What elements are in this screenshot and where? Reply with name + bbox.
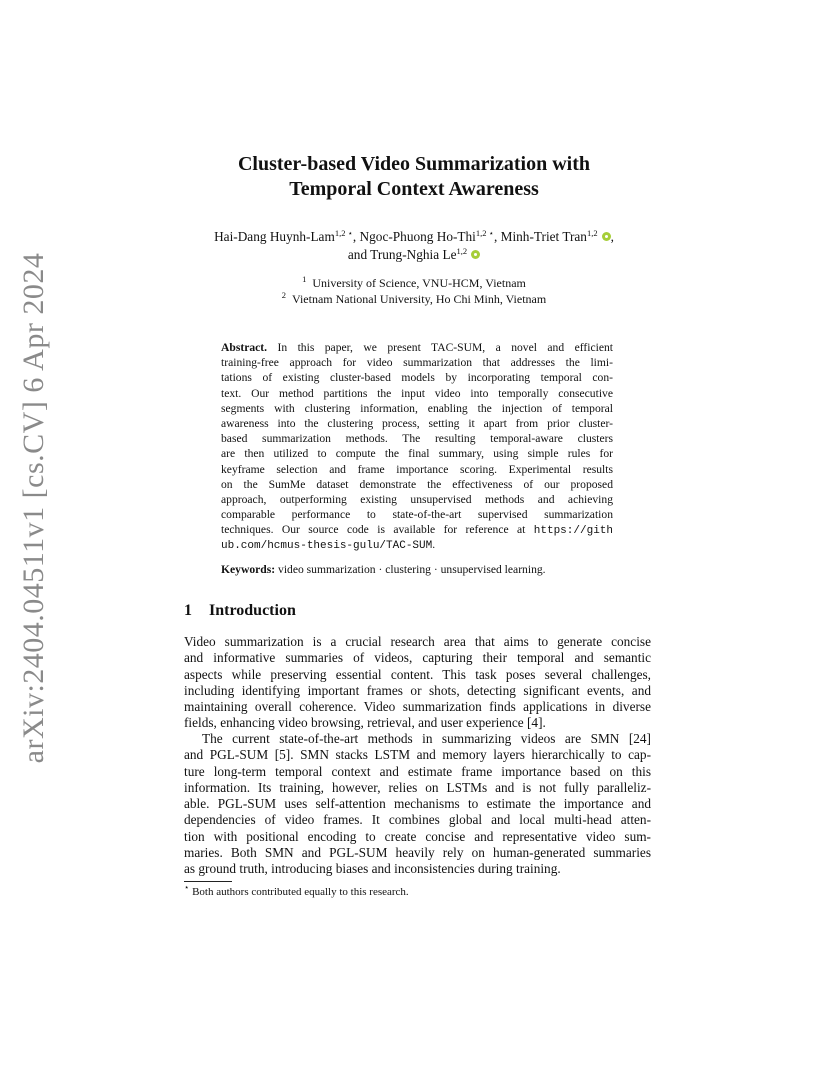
affiliation-text: University of Science, VNU-HCM, Vietnam: [312, 276, 526, 290]
orcid-icon[interactable]: [602, 232, 611, 241]
abstract-line: on the SumMe dataset demonstrate the effectiveness of our proposed: [221, 477, 613, 491]
author-affil-sup: 1,2: [334, 228, 346, 238]
footnote-text: Both authors contributed equally to this research.: [192, 886, 409, 898]
title-line-1: Cluster-based Video Summarization with: [237, 153, 591, 175]
abstract-label: Abstract.: [221, 341, 268, 354]
body-line: dependencies of video frames. It combines global and local multi-head atten-: [184, 812, 651, 828]
affiliation-2: [150, 291, 678, 307]
equal-contribution-mark: ⋆: [486, 228, 494, 238]
footnote: [184, 882, 409, 899]
author-separator: ,: [610, 229, 614, 244]
source-code-link[interactable]: https://gith: [533, 525, 613, 538]
abstract-line: approach, outperforming existing unsupervised methods and achieving: [221, 492, 613, 506]
abstract: [221, 340, 613, 553]
keywords-text: video summarization · clustering · unsupervised learning.: [278, 563, 546, 576]
author-name: Ngoc-Phuong Ho-Thi: [359, 229, 476, 244]
abstract-line: training-free approach for video summarization that addresses the limi-: [221, 356, 613, 370]
author-list: [150, 228, 678, 264]
keywords: [221, 562, 613, 577]
section-number: 1: [184, 602, 192, 619]
body-line: Video summarization is a crucial research area that aims to generate concise: [184, 634, 651, 649]
affil-sup: 2: [281, 290, 287, 300]
author-affil-sup: 1,2: [475, 228, 487, 238]
section-title: Introduction: [209, 602, 296, 619]
section-heading: [184, 601, 296, 621]
abstract-line: Abstract. In this paper, we present TAC-SUM, a novel and efficient: [221, 341, 613, 354]
body-line: and PGL-SUM [5]. SMN stacks LSTM and memory layers hierarchically to cap-: [184, 747, 651, 763]
body-line: as ground truth, introducing biases and inconsistencies during training.: [184, 861, 561, 877]
body-line: tion with positional encoding to create concise and representative video sum-: [184, 828, 651, 844]
intro-paragraph-2: [184, 731, 651, 878]
abstract-line: ub.com/hcmus-thesis-gulu/TAC-SUM.: [221, 538, 436, 553]
abstract-line: techniques. Our source code is available for reference at https://gith: [221, 523, 613, 538]
author-separator: ,: [493, 229, 501, 244]
abstract-line: awareness into the clustering process, setting it apart from prior cluster-: [221, 416, 613, 430]
equal-contribution-mark: ⋆: [345, 228, 353, 238]
body-line: The current state-of-the-art methods in summarizing videos are SMN [24]: [202, 731, 651, 746]
abstract-line: tations of existing cluster-based models by incorporating temporal con-: [221, 371, 613, 385]
body-line: and informative summaries of videos, capturing their temporal and semantic: [184, 650, 651, 666]
source-code-link-cont[interactable]: ub.com/hcmus-thesis-gulu/TAC-SUM: [221, 540, 433, 553]
body-line: including identifying important frames or shots, detecting significant events, and: [184, 682, 651, 698]
affiliations: [150, 275, 678, 307]
keywords-label: Keywords:: [221, 563, 276, 576]
author-affil-sup: 1,2: [586, 228, 598, 238]
body-line: aspects while preserving essential content. This task poses several challenges,: [184, 666, 651, 682]
author-name: and Trung-Nghia Le: [347, 247, 457, 262]
author-line-1: [150, 228, 678, 246]
author-name: Minh-Triet Tran: [500, 229, 587, 244]
intro-paragraph-1: [184, 634, 651, 732]
body-line: information. Its training, however, relies on LSTMs and is not fully paralleliz-: [184, 779, 651, 795]
orcid-icon[interactable]: [471, 250, 480, 259]
author-line-2: [150, 246, 678, 264]
body-line: able. PGL-SUM uses self-attention mechanisms to estimate the importance and: [184, 796, 651, 812]
affiliation-text: Vietnam National University, Ho Chi Minh, Vietnam: [292, 292, 547, 306]
abstract-line: are then utilized to compute the final summary, using simple rules for: [221, 447, 613, 461]
abstract-line: based summarization methods. The resulting temporal-aware clusters: [221, 432, 613, 446]
body-line: fields, enhancing video browsing, retrieval, and user experience [4].: [184, 715, 546, 731]
body-line: maintaining overall coherence. Video summarization finds applications in diverse: [184, 699, 651, 715]
footnote-rule: [184, 881, 232, 882]
body-line: ture long-term temporal context and estimate frame importance based on this: [184, 763, 651, 779]
author-affil-sup: 1,2: [456, 246, 468, 256]
footnote-mark: ⋆: [184, 882, 190, 892]
arxiv-stamp-text: arXiv:2404.04511v1 [cs.CV] 6 Apr 2024: [17, 252, 50, 764]
author-separator: ,: [352, 229, 360, 244]
affil-sup: 1: [302, 274, 307, 284]
author-name: Hai-Dang Huynh-Lam: [214, 229, 335, 244]
title-line-2: Temporal Context Awareness: [289, 178, 539, 200]
abstract-line: comparable performance to state-of-the-art supervised summarization: [221, 508, 613, 522]
abstract-line: text. Our method partitions the input video into temporally consecutive: [221, 386, 613, 400]
abstract-line: keyframe selection and frame importance scoring. Experimental results: [221, 462, 613, 476]
affiliation-1: [150, 275, 678, 291]
body-line: maries. Both SMN and PGL-SUM heavily rely on human-generated summaries: [184, 845, 651, 861]
abstract-line: segments with clustering information, enabling the injection of temporal: [221, 401, 613, 415]
paper-title: [150, 152, 678, 202]
